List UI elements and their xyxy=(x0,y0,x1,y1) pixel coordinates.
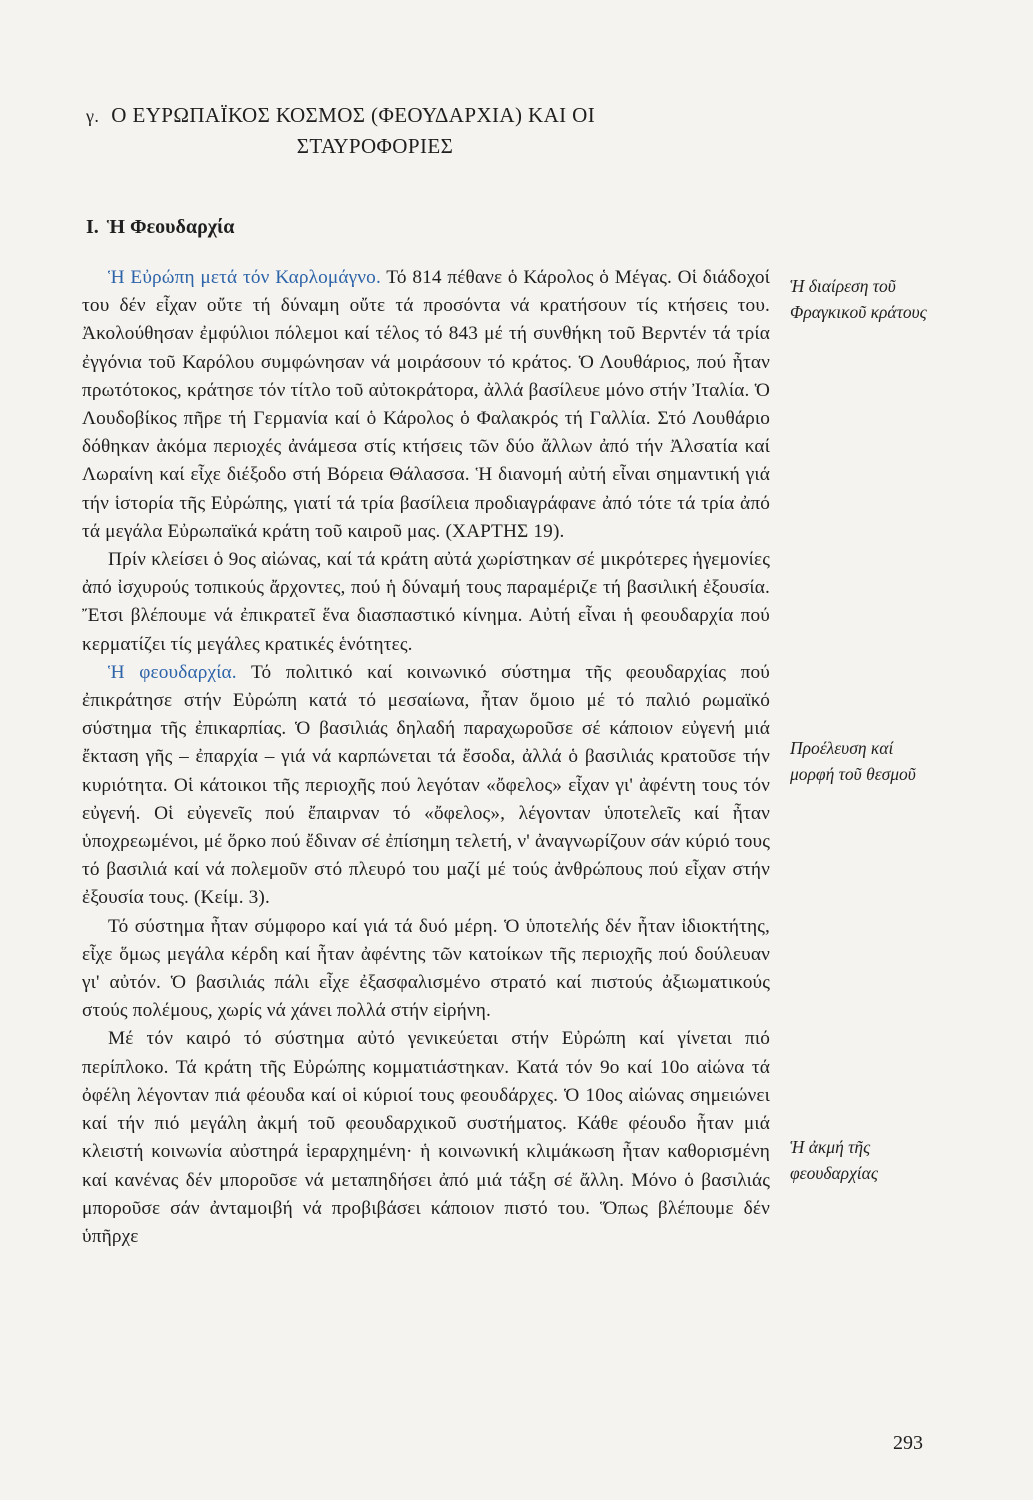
paragraph-text: Τό 814 πέθανε ὁ Κάρολος ὁ Μέγας. Οἱ διάδοχοί του δέν εἶχαν οὔτε τή δύναμη οὔτε τά προσόντα νά κρατήσουν τίς κτήσεις του. Ἀκολούθησαν ἐμφύλιοι πόλεμοι καί τέλος τό 843 μέ τή συνθήκη τοῦ Βερντέν τά τρία ἐγγόνια τοῦ Καρόλου συμφώνησαν νά μοιράσουν τό κράτος. Ὁ Λουθάριος, πού ἦταν πρωτότοκος, κράτησε τόν τίτλο τοῦ αὐτοκράτορα, ἀλλά βασίλευε μόνο στήν Ἰταλία. Ὁ Λουδοβίκος πῆρε τή Γερμανία καί ὁ Κάρολος ὁ Φαλακρός τή Γαλλία. Στό Λουθάριο δόθηκαν ἀκόμα περιοχές ἀνάμεσα στίς κτήσεις τῶν δύο ἄλλων ἀπό τήν Ἀλσατία καί Λωραίνη καί εἶχε διέξοδο στή Βόρεια Θάλασσα. Ἡ διανομή αὐτή εἶναι σημαντική γιά τήν ἱστορία τῆς Εὐρώπης, γιατί τά τρία βασίλεια προδιαγράφανε ἀπό τότε τά τρία ἀπό τά μεγάλα Εὐρωπαϊκά κράτη τοῦ καιροῦ μας. (ΧΑΡΤΗΣ 19). xyxy=(82,267,770,542)
paragraph xyxy=(82,1025,770,1251)
paragraph-lead: Ἡ φεουδαρχία. xyxy=(108,661,237,683)
chapter-marker: γ. xyxy=(86,106,100,126)
margin-note xyxy=(790,1134,965,1186)
section-number: Ι. xyxy=(86,216,99,238)
margin-note-line: Ἡ διαίρεση τοῦ xyxy=(790,276,896,296)
paragraph xyxy=(82,913,770,1026)
margin-note-line: φεουδαρχίας xyxy=(790,1163,878,1183)
paragraph-text: Τό πολιτικό καί κοινωνικό σύστημα τῆς φεουδαρχίας πού ἐπικράτησε στήν Εὐρώπη κατά τό μεσαίωνα, ἦταν ὅμοιο μέ τό παλιό ρωμαϊκό σύστημα τῆς ἐπικαρπίας. Ὁ βασιλιάς δηλαδή παραχωροῦσε σέ κάποιον εὐγενή μιά ἔκταση γῆς – ἐπαρχία – γιά νά καρπώνεται τά ἔσοδα, ἀλλά ὁ βασιλιάς κρατοῦσε τήν κυριότητα. Οἱ κάτοικοι τῆς περιοχῆς πού λεγόταν «ὄφελος» εἶχαν γι' ἀφέντη τους τόν εὐγενή. Οἱ εὐγενεῖς πού ἔπαιρναν τό «ὄφελος», λέγονταν ὑποτελεῖς καί ἦταν ὑποχρεωμένοι, μέ ὅρκο πού ἔδιναν σέ ἐπίσημη τελετή, ν' ἀναγνωρίζουν σάν κύριό τους τό βασιλιά καί νά πολεμοῦν στό πλευρό του μαζί μέ τούς ἀνθρώπους πού εἶχαν στήν ἐξουσία τους. (Κείμ. 3). xyxy=(82,661,770,909)
chapter-title xyxy=(86,100,726,161)
margin-note-line: Ἡ ἀκμή τῆς xyxy=(790,1137,871,1157)
paragraph-text: Μέ τόν καιρό τό σύστημα αὐτό γενικεύεται στήν Εὐρώπη καί γίνεται πιό περίπλοκο. Τά κράτη τῆς Εὐρώπης κομματιάστηκαν. Κατά τόν 9ο καί 10ο αἰώνα τά ὀφέλη λέγονταν πιά φέουδα καί οἱ κύριοί τους φεουδάρχες. Ὁ 10ος αἰώνας σημειώνει καί τήν πιό μεγάλη ἀκμή τοῦ φεουδαρχικοῦ συστήματος. Κάθε φέουδο ἦταν μιά κλειστή κοινωνία αὐστηρά ἱεραρχημένη· ἡ κοινωνική κλιμάκωση ἦταν καθορισμένη καί κανένας δέν μποροῦσε νά μεταπηδήσει ἀπό μιά τάξη σέ ἄλλη. Μόνο ὁ βασιλιάς μποροῦσε σάν ἀνταμοιβή νά προβιβάσει κάποιον πιστό του. Ὅπως βλέπουμε δέν ὑπῆρχε xyxy=(82,1028,770,1247)
paragraph-text: Πρίν κλείσει ὁ 9ος αἰώνας, καί τά κράτη αὐτά χωρίστηκαν σέ μικρότερες ἡγεμονίες ἀπό ἰσχυρούς τοπικούς ἄρχοντες, πού ἡ δύναμή τους παραμέριζε τή βασιλική ἐξουσία. Ἔτσι βλέπουμε νά ἐπικρατεῖ ἕνα διασπαστικό κίνημα. Αὐτή εἶναι ἡ φεουδαρχία πού κερματίζει τίς μεγάλες κρατικές ἑνότητες. xyxy=(82,549,770,655)
chapter-title-line1: Ο ΕΥΡΩΠΑΪΚΟΣ ΚΟΣΜΟΣ (ΦΕΟΥΔΑΡΧΙΑ) ΚΑΙ ΟΙ xyxy=(111,103,596,127)
margin-note-line: Φραγκικοῦ κράτους xyxy=(790,302,927,322)
margin-note-line: Προέλευση καί xyxy=(790,738,894,758)
section-title: Ἡ Φεουδαρχία xyxy=(106,216,235,238)
paragraph xyxy=(82,659,770,913)
paragraph-lead: Ἡ Εὐρώπη μετά τόν Καρλομάγνο. xyxy=(108,267,381,288)
margin-note xyxy=(790,273,965,325)
paragraph xyxy=(82,546,770,659)
section-heading xyxy=(86,216,234,239)
margin-note xyxy=(790,735,965,787)
main-text xyxy=(82,264,770,1251)
paragraph-text: Τό σύστημα ἦταν σύμφορο καί γιά τά δυό μέρη. Ὁ ὑποτελής δέν ἦταν ἰδιοκτήτης, εἶχε ὅμως μεγάλα κέρδη καί ἦταν ἀφέντης τῶν κατοίκων τῆς περιοχῆς πού δούλευαν γι' αὐτόν. Ὁ βασιλιάς πάλι εἶχε ἐξασφαλισμένο στρατό καί πιστούς ἀξιωματικούς στούς πολέμους, χωρίς νά χάνει πολλά στήν εἰρήνη. xyxy=(82,915,770,1022)
paragraph xyxy=(82,264,770,546)
page-number: 293 xyxy=(893,1432,923,1454)
chapter-title-line2: ΣΤΑΥΡΟΦΟΡΙΕΣ xyxy=(296,134,454,158)
margin-note-line: μορφή τοῦ θεσμοῦ xyxy=(790,764,916,784)
